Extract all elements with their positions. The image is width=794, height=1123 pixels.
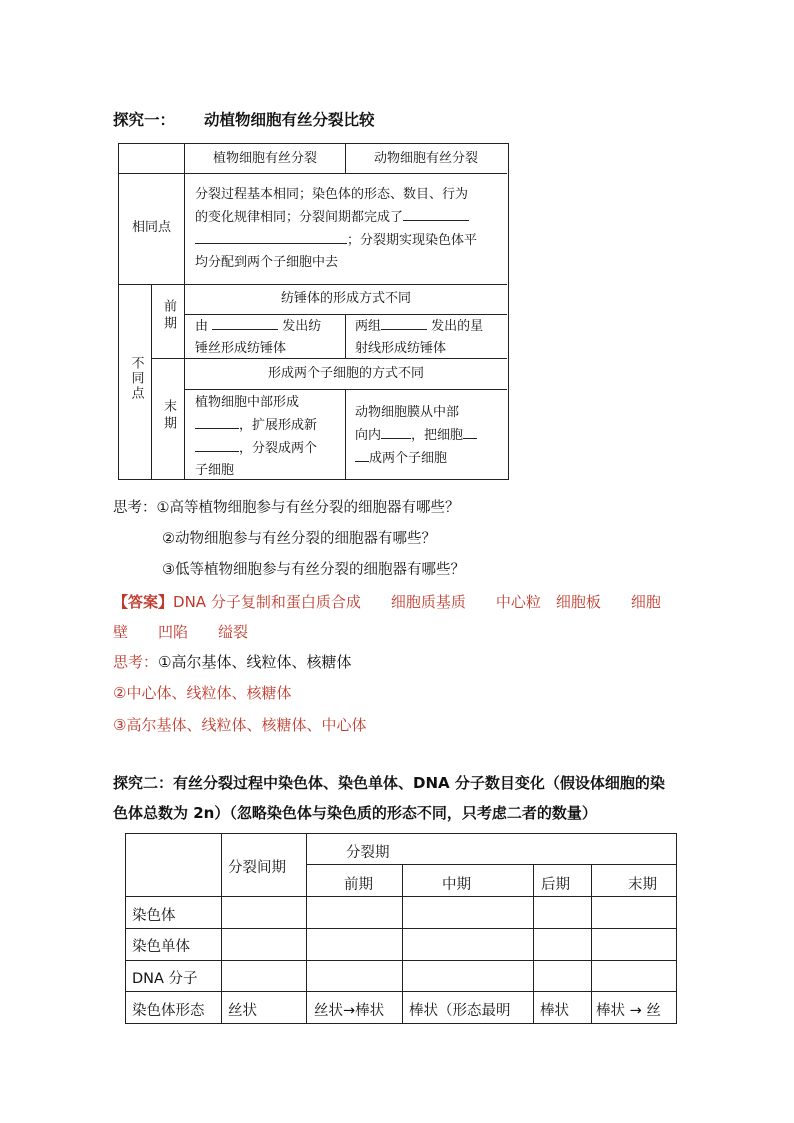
answer-think-1: 思考：①高尔基体、线粒体、核糖体 [113,653,352,671]
col-telophase: 末期 [628,877,657,893]
answer-line-2: 壁 凹陷 缢裂 [113,623,249,641]
section1-label: 探究一： [113,111,176,129]
prophase-label: 前期 [161,299,176,333]
row-dna: DNA 分子 [132,971,198,987]
morph-metaphase: 棒状（形态最明 [409,1003,511,1019]
morph-telophase: 棒状 → 丝 [596,1003,661,1019]
header-animal: 动物细胞有丝分裂 [373,151,478,166]
telophase-plant: 植物细胞中部形成 ，扩展形成新 ，分裂成两个 子细胞 [195,395,318,478]
col-mitosis: 分裂期 [346,845,390,861]
prophase-header: 纺锤体的形成方式不同 [280,291,411,306]
count-table [125,833,677,1024]
row-chromatid: 染色单体 [132,939,190,955]
same-content: 分裂过程基本相同；染色体的形态、数目、行为 的变化规律相同；分裂间期都完成了 ；分裂期实现染色体平 均分配到两个子细胞中去 [195,187,478,270]
morph-prophase: 丝状→棒状 [314,1003,385,1019]
blank-interphase-2 [195,229,347,244]
section1-title: 动植物细胞有丝分裂比较 [204,111,375,129]
comparison-table [118,143,509,480]
answer-tag: 【答案】 [113,593,174,611]
answer-think-2: ②中心体、线粒体、核糖体 [113,684,292,702]
prophase-animal: 两组 发出的星 射线形成纺锤体 [355,315,505,360]
row-chromosome: 染色体 [132,908,176,924]
row-morphology: 染色体形态 [132,1003,205,1019]
section2-title-1: 探究二：有丝分裂过程中染色体、染色单体、DNA 分子数目变化（假设体细胞的染 [113,774,665,792]
telophase-header: 形成两个子细胞的方式不同 [267,366,424,381]
morph-anaphase: 棒状 [540,1003,569,1019]
section2-title-2: 色体总数为 2n）（忽略染色体与染色质的形态不同，只考虑二者的数量） [113,804,597,822]
col-prophase: 前期 [344,877,373,893]
morph-interphase: 丝状 [228,1003,257,1019]
same-label: 相同点 [131,220,171,235]
blank-interphase-1 [403,206,469,221]
col-metaphase: 中期 [442,877,471,893]
question-3: ③低等植物细胞参与有丝分裂的细胞器有哪些？ [162,562,465,578]
col-anaphase: 后期 [541,877,570,893]
header-plant: 植物细胞有丝分裂 [212,151,317,166]
prophase-plant: 由 发出纺 锤丝形成纺锤体 [195,315,341,360]
answer-think-3: ③高尔基体、线粒体、核糖体、中心体 [113,716,367,734]
telophase-animal: 动物细胞膜从中部 向内 ，把细胞 成两个子细胞 [355,402,505,470]
col-interphase: 分裂间期 [228,860,286,876]
diff-label: 不同点 [128,356,144,401]
question-1: 思考：①高等植物细胞参与有丝分裂的细胞器有哪些？ [113,500,460,516]
telophase-label: 末期 [161,399,176,433]
answer-line-1: 【答案】DNA 分子复制和蛋白质合成 细胞质基质 中心粒 细胞板 细胞 [113,593,661,611]
question-2: ②动物细胞参与有丝分裂的细胞器有哪些？ [162,531,436,547]
